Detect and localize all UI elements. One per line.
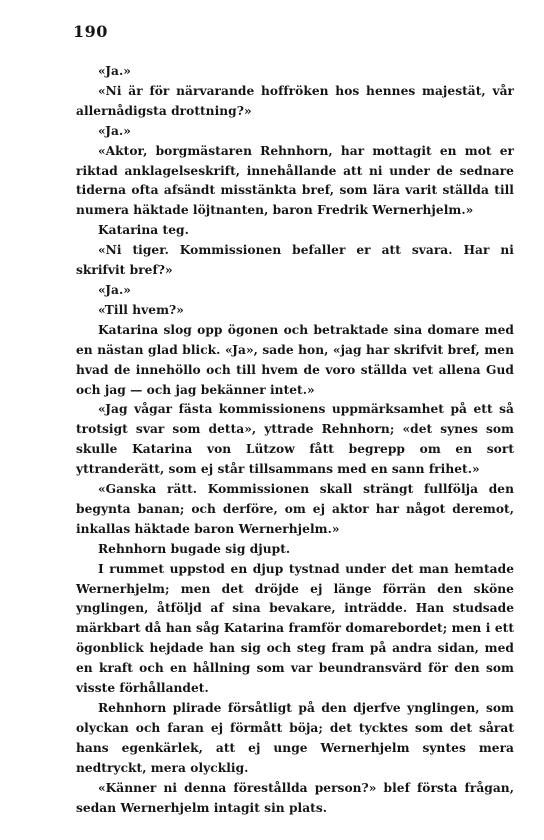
paragraph: «Till hvem?»: [98, 302, 184, 317]
paragraph: Katarina slog opp ögonen och betraktade sina domare med en nästan glad blick. «Ja», sade hon, «jag har skrifvit bref, men hvad de innehöllo och till hvem de voro ställda vet allena Gud och jag — och jag bekänner intet.»: [76, 322, 514, 397]
paragraph: Rehnhorn plirade försåtligt på den djerfve ynglingen, som olyckan och faran ej förmått böja; det tycktes som det sårat hans egenkärlek, att ej unge Wernerhjelm syntes mera nedtryckt, mera olycklig.: [76, 701, 514, 775]
paragraph: «Ja.»: [98, 282, 131, 297]
paragraph: I rummet uppstod en djup tystnad under det man hemtade Wernerhjelm; men det dröjde ej länge förrän den sköne ynglingen, åtföljd af sina bevakare, inträdde. Han studsade märkbart då han såg Katarina framför domarebordet; men i ett ögonblick hejdade han sig och steg fram på andra sidan, med en kraft och en hållning som var beundransvärd för den som visste förhållandet.: [76, 561, 514, 696]
paragraph: «Känner ni denna förestållda person?» blef första frågan, sedan Wernerhjelm intagit sin plats.: [76, 780, 514, 815]
paragraph: «Jag vågar fästa kommissionens uppmärksamhet på ett så trotsigt svar som detta», yttrade Rehnhorn; «det synes som skulle Katarina von Lützow fått begrepp om en sort yttranderätt, som ej står tillsammans med en sann frihet.»: [76, 402, 514, 477]
paragraph: «Ni är för närvarande hoffröken hos hennes majestät, vår allernådigsta drottning?»: [76, 83, 514, 118]
body-text: [76, 62, 514, 818]
paragraph: «Ja.»: [98, 123, 131, 138]
paragraph: «Ganska rätt. Kommissionen skall strängt fullfölja den begynta banan; och derföre, om ej aktor har något deremot, inkallas häktade baron Wernerhjelm.»: [76, 482, 514, 536]
paragraph: «Ja.»: [98, 64, 131, 78]
paragraph: «Ni tiger. Kommissionen befaller er att svara. Har ni skrifvit bref?»: [76, 243, 514, 278]
paragraph: «Aktor, borgmästaren Rehnhorn, har mottagit en mot er riktad anklagelseskrift, innehållande att ni under de sednare tiderna ofta afsändt misstänkta bref, som lära varit ställda till numera häktade löjtnanten, baron Fredrik Wernerhjelm.»: [76, 143, 514, 218]
page-number: 190: [73, 22, 108, 41]
paragraph: Rehnhorn bugade sig djupt.: [98, 541, 291, 556]
paragraph: Katarina teg.: [98, 223, 189, 238]
